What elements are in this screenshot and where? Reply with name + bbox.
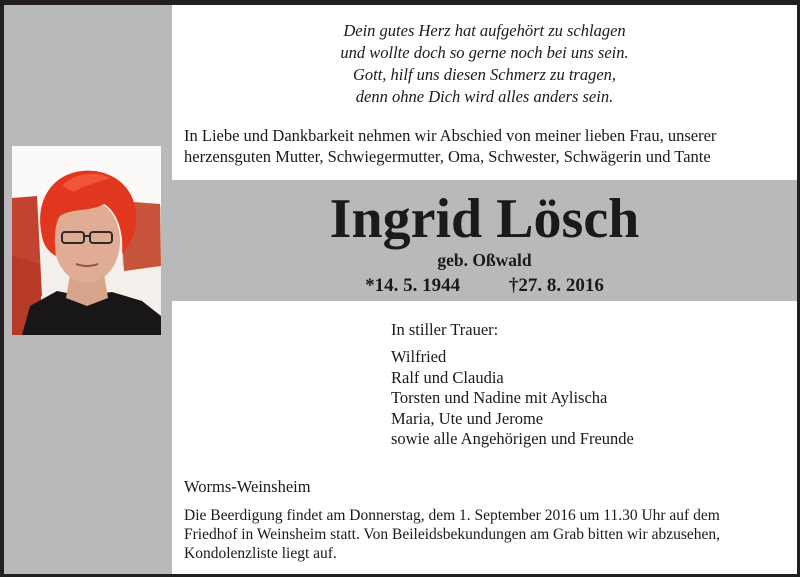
deceased-name: Ingrid Lösch	[329, 188, 640, 250]
life-dates	[172, 274, 797, 298]
mourner-entry: Torsten und Nadine mit Aylischa	[391, 388, 608, 407]
poem-line: Gott, hilf uns diesen Schmerz zu tragen,	[352, 65, 617, 84]
mourner-entry: Ralf und Claudia	[391, 367, 504, 387]
border-top	[0, 0, 800, 5]
maiden-name: geb. Oßwald	[437, 250, 532, 270]
funeral-line: Kondolenzliste liegt auf.	[184, 545, 337, 562]
intro-text	[184, 125, 794, 167]
border-left	[0, 0, 4, 577]
mourning-heading: In stiller Trauer:	[391, 320, 499, 339]
mourner-entry: Maria, Ute und Jerome	[391, 408, 544, 428]
funeral-notice	[184, 506, 794, 563]
poem	[172, 20, 797, 108]
poem-line: und wollte doch so gerne noch bei uns sein.	[340, 43, 629, 62]
portrait-photo	[12, 146, 161, 335]
funeral-line: Die Beerdigung findet am Donnerstag, dem 1. September 2016 um 11.30 Uhr auf dem	[184, 507, 720, 524]
mourners-list	[391, 347, 634, 450]
intro-line: herzensguten Mutter, Schwiegermutter, Oma, Schwester, Schwägerin und Tante	[184, 147, 711, 166]
mourner-entry: Wilfried	[391, 347, 447, 366]
poem-line: denn ohne Dich wird alles anders sein.	[355, 87, 614, 106]
poem-line: Dein gutes Herz hat aufgehört zu schlagen	[343, 21, 626, 40]
death-date: †27. 8. 2016	[508, 275, 604, 296]
place: Worms-Weinsheim	[184, 477, 311, 496]
mourner-entry: sowie alle Angehörigen und Freunde	[391, 429, 634, 448]
birth-date: *14. 5. 1944	[365, 275, 461, 296]
funeral-line: Friedhof in Weinsheim statt. Von Beileidsbekundungen am Grab bitten wir abzusehen,	[184, 526, 720, 543]
intro-line: In Liebe und Dankbarkeit nehmen wir Abschied von meiner lieben Frau, unserer	[184, 126, 717, 145]
